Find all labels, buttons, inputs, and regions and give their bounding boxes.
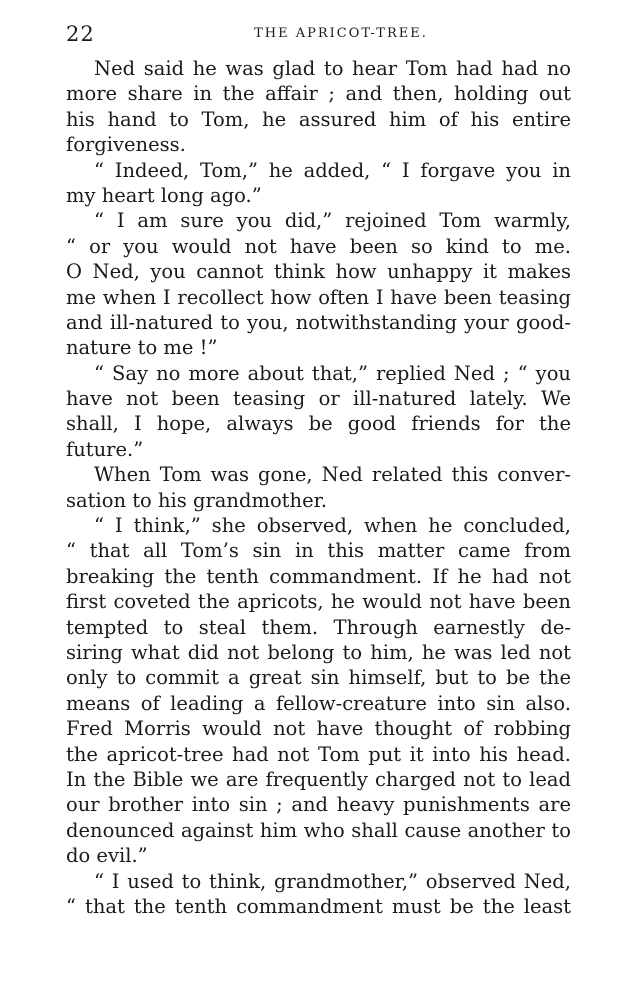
text-line: only to commit a great sin himself, but to be the — [66, 666, 571, 690]
text-line: first coveted the apricots, he would not have been — [66, 590, 571, 614]
text-line: future.” — [66, 437, 144, 461]
text-line: forgiveness. — [66, 133, 186, 157]
text-line: our brother into sin ; and heavy punishments are — [66, 793, 571, 817]
text-line: “ Say no more about that,” replied Ned ; “ you — [94, 361, 571, 385]
text-line: In the Bible we are frequently charged not to lead — [66, 767, 571, 791]
text-line: the apricot-tree had not Tom put it into his head. — [66, 742, 571, 766]
text-line: breaking the tenth commandment. If he had not — [66, 564, 571, 588]
text-line: “ that the tenth commandment must be the least — [66, 894, 571, 918]
text-line: O Ned, you cannot think how unhappy it makes — [66, 260, 571, 284]
text-line: Ned said he was glad to hear Tom had had no — [94, 57, 571, 80]
text-line: “ I am sure you did,” rejoined Tom warmly, — [94, 209, 571, 233]
text-line: more share in the affair ; and then, holding out — [66, 82, 571, 106]
text-line: “ I think,” she observed, when he concluded, — [94, 514, 571, 538]
text-line: means of leading a fellow-creature into sin also. — [66, 691, 571, 715]
text-line: When Tom was gone, Ned related this conver- — [94, 463, 571, 487]
text-line: siring what did not belong to him, he was led not — [66, 640, 571, 664]
running-title: THE APRICOT-TREE. — [254, 26, 428, 41]
text-line: “ Indeed, Tom,” he added, “ I forgave you in — [94, 158, 571, 182]
body-text — [66, 56, 571, 919]
text-line: denounced against him who shall cause another to — [66, 818, 571, 842]
text-line: “ that all Tom’s sin in this matter came from — [66, 539, 571, 563]
text-line: his hand to Tom, he assured him of his entire — [66, 107, 571, 131]
text-line: “ I used to think, grandmother,” observed Ned, — [94, 869, 571, 893]
text-line: tempted to steal them. Through earnestly de- — [66, 615, 571, 639]
text-line: “ or you would not have been so kind to me. — [66, 234, 571, 258]
text-line: shall, I hope, always be good friends for the — [66, 412, 571, 436]
text-line: Fred Morris would not have thought of robbing — [66, 717, 571, 741]
text-line: and ill-natured to you, notwithstanding your good- — [66, 310, 571, 334]
text-line: do evil.” — [66, 844, 148, 868]
text-line: sation to his grandmother. — [66, 488, 327, 512]
text-line: nature to me !” — [66, 336, 218, 360]
running-head — [66, 22, 576, 46]
page-number: 22 — [66, 22, 95, 46]
text-line: me when I recollect how often I have been teasing — [66, 285, 571, 309]
text-line: have not been teasing or ill-natured lately. We — [66, 387, 571, 411]
text-line: my heart long ago.” — [66, 183, 262, 207]
